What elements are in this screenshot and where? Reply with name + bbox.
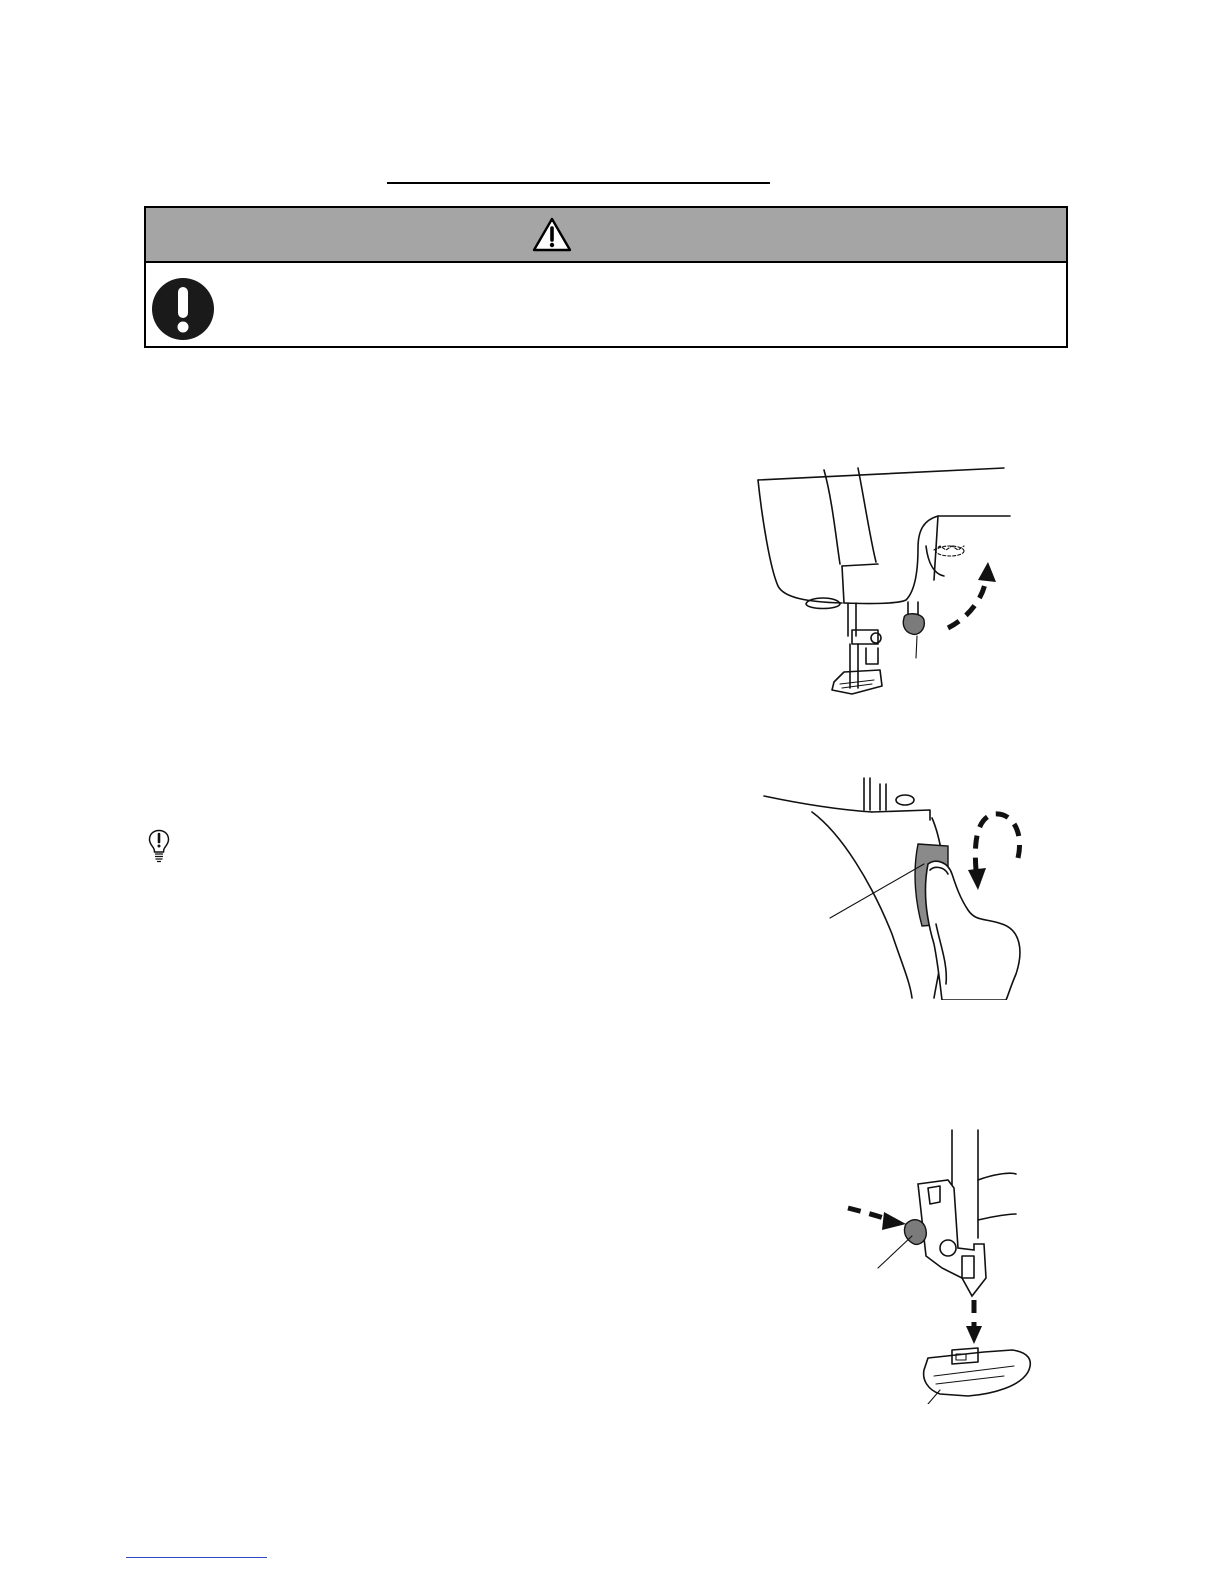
handwheel-illustration [762, 774, 1032, 1000]
presser-foot-lever-illustration [748, 458, 1020, 708]
presser-foot-attach-illustration [844, 1128, 1040, 1404]
caution-header [146, 208, 1066, 263]
lightbulb-tip-icon [148, 829, 170, 863]
mandatory-action-icon [151, 277, 215, 341]
warning-triangle-icon [532, 217, 572, 253]
section-title-underline [387, 182, 770, 184]
caution-body [146, 263, 1066, 346]
caution-box [144, 206, 1068, 348]
footer-link-underline [126, 1557, 267, 1558]
section-title [387, 150, 770, 180]
